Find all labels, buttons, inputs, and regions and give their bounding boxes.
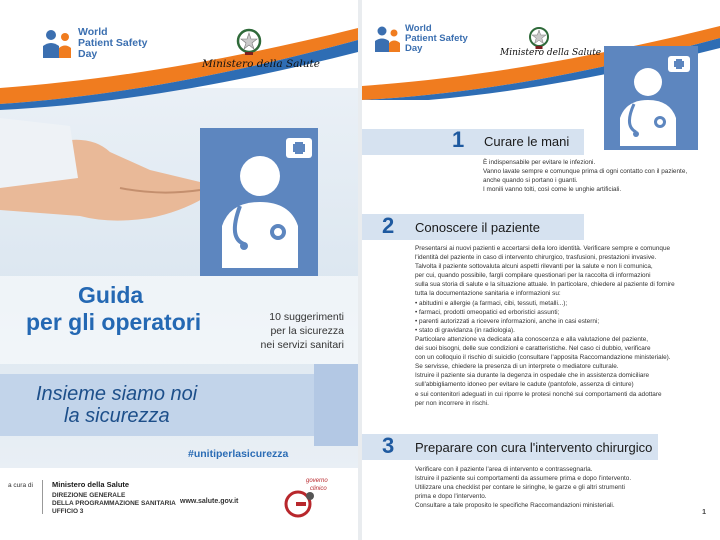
section-2-line: tutta la documentazione sanitaria e informazioni su: bbox=[415, 290, 561, 298]
guide-title-line-1: Guida bbox=[78, 282, 144, 308]
hashtag: #unitiperlasicurezza bbox=[188, 448, 289, 460]
inner-wpsd-logo bbox=[372, 24, 468, 54]
section-3-line: Consultare a tale proposito le specifiche Raccomandazioni ministeriali. bbox=[415, 502, 615, 510]
footer-ministry: Ministero della Salute bbox=[52, 480, 130, 489]
section-3-number: 3 bbox=[382, 433, 395, 458]
logo-line-3: Day bbox=[78, 48, 98, 61]
footer-website: www.salute.gov.it bbox=[180, 498, 239, 505]
section-2-body bbox=[415, 244, 705, 408]
suggestion-line-3: nei servizi sanitari bbox=[260, 339, 344, 352]
section-2-line: sull'abbigliamento idoneo per evitare le cadute (pantofole, assenza di cinture) bbox=[415, 381, 634, 389]
patient-safety-icon bbox=[372, 25, 402, 53]
guide-title-line-2: per gli operatori bbox=[26, 309, 202, 335]
section-1-title: Curare le mani bbox=[484, 134, 570, 149]
inner-doctor-card bbox=[604, 46, 698, 150]
inner-logo-line-3: Day bbox=[405, 42, 423, 54]
section-2-line: l'identità del paziente in caso di intervento chirurgico, trasfusioni, prestazioni invasive. bbox=[415, 254, 657, 262]
section-1-line: I monili vanno tolti, così come le unghie artificiali. bbox=[483, 186, 622, 194]
section-2-line: • abitudini e allergie (a farmaci, cibi, tessuti, metalli...); bbox=[415, 299, 568, 307]
section-2-line: e sui contenitori adeguati in cui riporre le protesi nonché sui comportamenti da adottare bbox=[415, 390, 662, 398]
inner-logo-line-1: World bbox=[405, 23, 432, 34]
footer-direction-3: UFFICIO 3 bbox=[52, 508, 84, 515]
section-2-line: dei suoi bisogni, delle sue condizioni e caratteristiche. Nel caso ci dubbio, verificare bbox=[415, 345, 651, 353]
section-3-line: Utilizzare una checklist per contare le siringhe, le garze e gli altri strumenti bbox=[415, 484, 625, 492]
cover-page bbox=[0, 0, 358, 540]
inner-page bbox=[362, 0, 720, 540]
section-3-title: Preparare con cura l'intervento chirurgico bbox=[415, 440, 653, 455]
risk-logo-text-1: governo bbox=[306, 478, 328, 484]
patient-safety-icon bbox=[40, 28, 74, 60]
footer-direction-1: DIREZIONE GENERALE bbox=[52, 492, 126, 499]
logo-line-2: Patient Safety bbox=[78, 37, 148, 50]
page-number: 1 bbox=[702, 509, 706, 516]
wpsd-logo bbox=[40, 27, 147, 60]
risk-logo-text-2: clinico bbox=[310, 486, 327, 492]
section-2-line: per non incorrere in rischi. bbox=[415, 399, 489, 407]
italian-emblem-icon bbox=[236, 28, 262, 56]
section-3-body bbox=[415, 465, 705, 510]
inner-logo-line-2: Patient Safety bbox=[405, 32, 468, 44]
doctor-card bbox=[200, 128, 318, 276]
section-2-line: Presentarsi ai nuovi pazienti e accertarsi della loro identità. Verificare sempre e comunque bbox=[415, 245, 671, 252]
footer-divider bbox=[42, 480, 43, 514]
motto-line-1: Insieme siamo noi bbox=[36, 383, 198, 405]
section-1-body bbox=[483, 158, 703, 194]
a-cura-di-label: a cura di bbox=[8, 482, 33, 489]
section-1-line: anche quando si portano i guanti. bbox=[483, 177, 578, 185]
motto-line-2: la sicurezza bbox=[64, 405, 170, 427]
italian-emblem-icon bbox=[528, 26, 550, 50]
footer-direction-2: DELLA PROGRAMMAZIONE SANITARIA bbox=[52, 500, 176, 507]
section-1-number: 1 bbox=[452, 127, 465, 152]
section-3-line: prima e dopo l'intervento. bbox=[415, 493, 487, 501]
section-2-line: • farmaci, prodotti omeopatici ed erboristici assunti; bbox=[415, 308, 560, 316]
suggestion-line-1: 10 suggerimenti bbox=[269, 311, 344, 323]
section-2-line: sulla sua storia di salute e la situazione attuale. In particolare, chiedere al paziente di fornire bbox=[415, 281, 675, 289]
section-2-line: • stato di gravidanza (in radiologia). bbox=[415, 326, 515, 334]
section-2-line: con un colloquio il rischio di suicidio (consultare l'apposita Raccomandazione ministeriale). bbox=[415, 354, 671, 362]
section-2-line: Particolare attenzione va dedicata alla conoscenza e alla valutazione del paziente, bbox=[415, 335, 649, 343]
ministry-script-title: Ministero della Salute bbox=[202, 58, 320, 70]
section-1-line: È indispensabile per evitare le infezioni. bbox=[483, 159, 596, 166]
section-3-line: Istruire il paziente sui comportamenti da assumere prima e dopo l'intervento. bbox=[415, 475, 632, 483]
suggestion-line-2: per la sicurezza bbox=[270, 325, 344, 338]
hand-illustration bbox=[0, 118, 220, 228]
section-2-line: Istruire il paziente sia durante la degenza in ospedale che in assistenza domiciliare bbox=[415, 372, 650, 380]
doctor-icon bbox=[200, 128, 318, 276]
doctor-icon bbox=[604, 46, 698, 150]
section-2-title: Conoscere il paziente bbox=[415, 220, 541, 235]
section-2-line: Talvolta il paziente sottovaluta alcuni aspetti rilevanti per la salute e non li comunica, bbox=[415, 263, 653, 271]
section-3-line: Verificare con il paziente l'area di intervento e contrassegnarla. bbox=[415, 466, 593, 473]
section-2-line: • parenti autorizzati a ricevere informazioni, anche in casi esterni; bbox=[415, 317, 600, 325]
logo-line-1: World bbox=[78, 26, 108, 38]
section-2-number: 2 bbox=[382, 213, 395, 238]
section-2-line: Se servisse, chiedere la presenza di un interprete o mediatore culturale. bbox=[415, 363, 619, 371]
section-1-line: Vanno lavate sempre e comunque prima di ogni contatto con il paziente, bbox=[483, 168, 688, 176]
motto-band-accent bbox=[314, 364, 358, 446]
suggestions-subtitle bbox=[261, 310, 344, 353]
inner-ministry-script: Ministero della Salute bbox=[500, 48, 602, 58]
section-2-line: per cui, quando possibile, fargli compilare questionari per la raccolta di informazioni bbox=[415, 272, 651, 280]
